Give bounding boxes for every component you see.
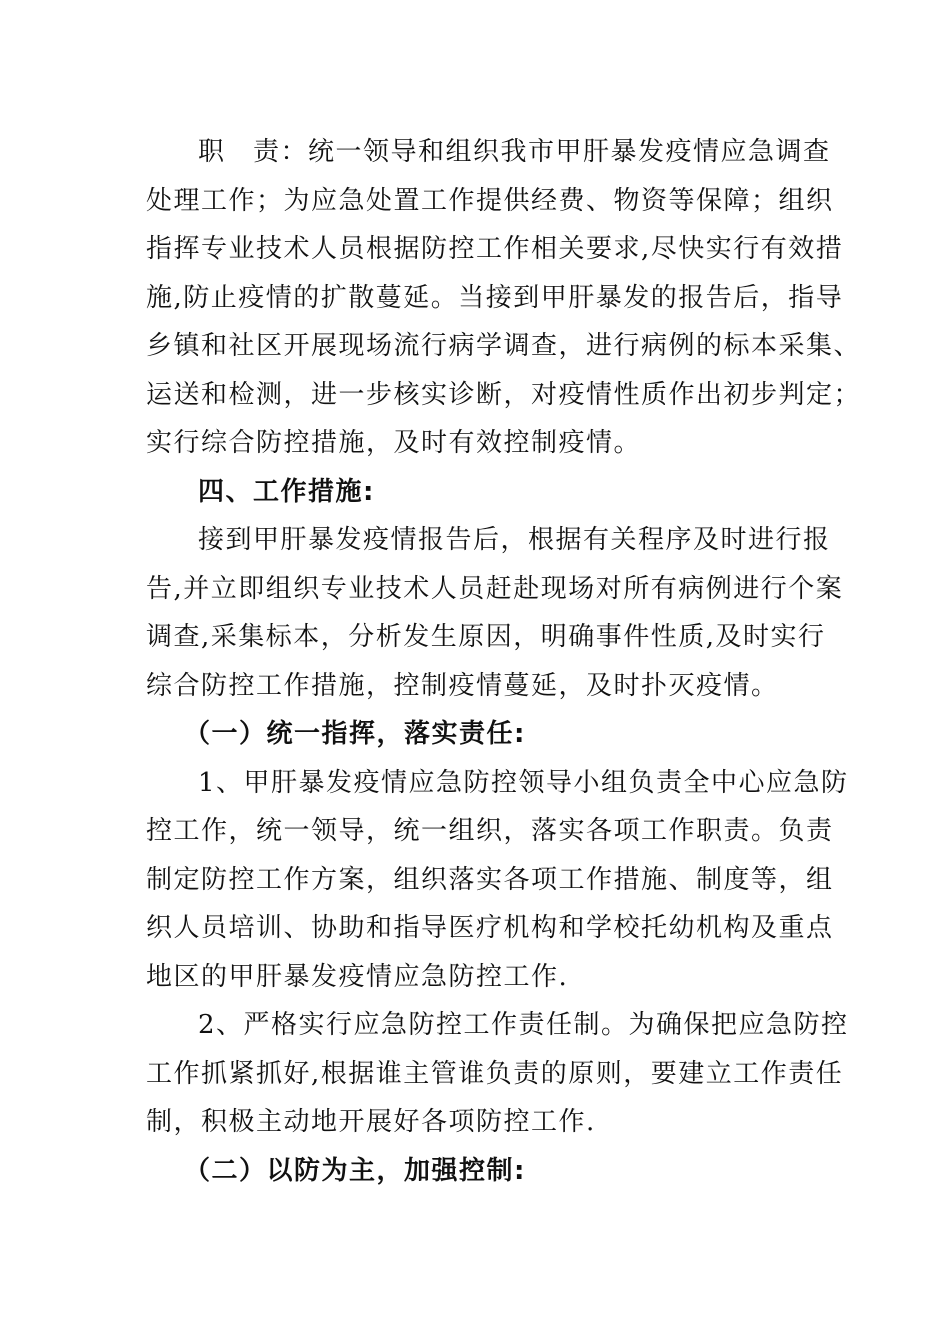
text-line: 乡镇和社区开展现场流行病学调查，进行病例的标本采集、 [146,331,862,361]
subsection-heading: （一）统一指挥，落实责任: [184,719,526,749]
text-line: 处理工作；为应急处置工作提供经费、物资等保障；组织 [146,185,834,216]
subsection-heading: （二）以防为主，加强控制: [184,1155,526,1186]
text-line: 控工作，统一领导，统一组织，落实各项工作职责。负责 [146,816,834,846]
text-line: 告,并立即组织专业技术人员赶赴现场对所有病例进行个案 [146,573,844,604]
paragraph-intro [146,516,844,710]
text-line: 综合防控工作措施，控制疫情蔓延，及时扑灭疫情。 [146,670,779,701]
paragraph-duties [146,128,862,468]
text-line: 1、甲肝暴发疫情应急防控领导小组负责全中心应急防 [198,767,849,798]
text-line: 制定防控工作方案，组织落实各项工作措施、制度等，组 [146,864,834,895]
text-line: 职 责：统一领导和组织我市甲肝暴发疫情应急调查 [198,137,831,167]
text-line: 运送和检测，进一步核实诊断，对疫情性质作出初步判定； [146,379,862,410]
document-page [146,128,862,1195]
text-line: 施,防止疫情的扩散蔓延。当接到甲肝暴发的报告后，指导 [146,282,844,313]
text-line: 接到甲肝暴发疫情报告后，根据有关程序及时进行报 [198,525,831,555]
paragraph-item-2 [146,1001,849,1147]
text-line: 地区的甲肝暴发疫情应急防控工作. [146,961,569,992]
text-line: 织人员培训、协助和指导医疗机构和学校托幼机构及重点 [146,913,834,943]
text-line: 调查,采集标本，分析发生原因，明确事件性质,及时实行 [146,622,826,652]
section-heading: 四、工作措施: [198,476,375,507]
text-line: 工作抓紧抓好,根据谁主管谁负责的原则，要建立工作责任 [146,1058,844,1089]
paragraph-item-1 [146,759,849,1002]
text-line: 实行综合防控措施，及时有效控制疫情。 [146,428,642,458]
text-line: 指挥专业技术人员根据防控工作相关要求,尽快实行有效措 [146,234,844,264]
text-line: 2、严格实行应急防控工作责任制。为确保把应急防控 [198,1010,849,1040]
text-line: 制，积极主动地开展好各项防控工作. [146,1107,596,1137]
